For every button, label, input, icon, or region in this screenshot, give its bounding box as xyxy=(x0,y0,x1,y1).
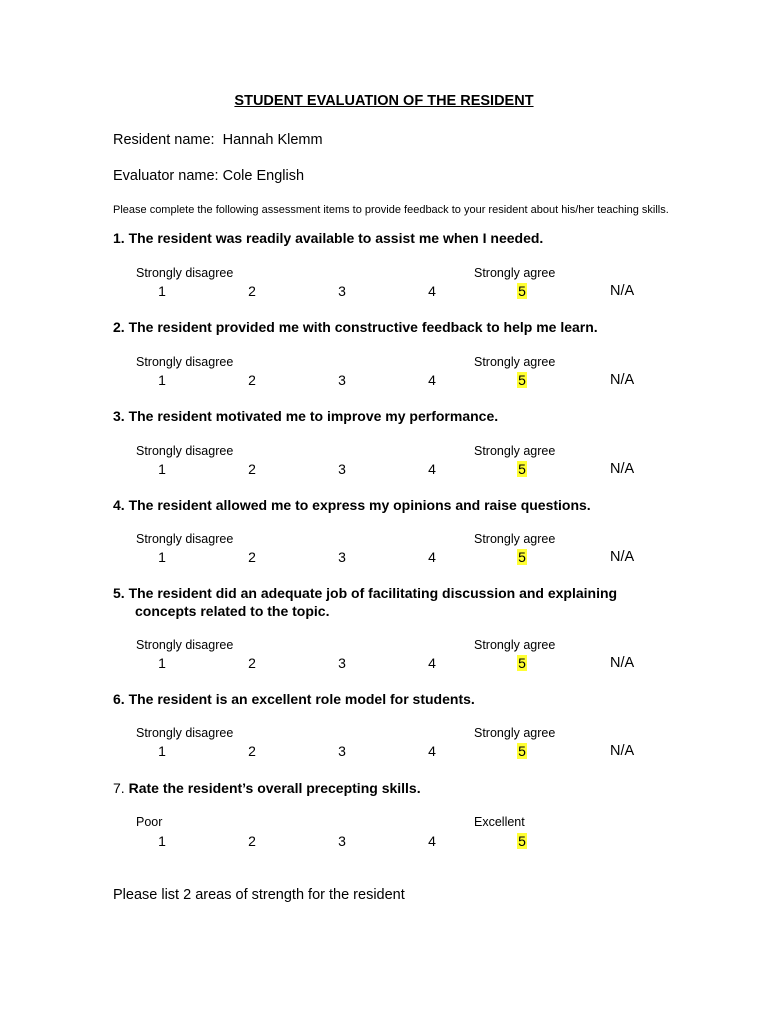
rating-option-1[interactable]: 1 xyxy=(158,833,166,849)
scale-low-label: Poor xyxy=(136,815,163,829)
resident-name-label: Resident name: xyxy=(113,132,215,148)
rating-option-3[interactable]: 3 xyxy=(338,283,346,299)
scale-high-label: Strongly agree xyxy=(474,638,556,652)
scale-high-label: Strongly agree xyxy=(474,444,556,458)
rating-option-2[interactable]: 2 xyxy=(248,833,256,849)
rating-option-3[interactable]: 3 xyxy=(338,461,346,477)
rating-option-na[interactable]: N/A xyxy=(610,743,635,759)
question-7: 7. Rate the resident’s overall precepting skills. xyxy=(113,780,421,796)
scale-low-label: Strongly disagree xyxy=(136,266,234,280)
rating-option-na[interactable]: N/A xyxy=(610,655,635,671)
rating-option-5-selected[interactable]: 5 xyxy=(518,372,526,388)
rating-option-4[interactable]: 4 xyxy=(428,833,436,849)
rating-option-5-selected[interactable]: 5 xyxy=(518,833,526,849)
question-5-continued: concepts related to the topic. xyxy=(135,603,330,619)
rating-option-2[interactable]: 2 xyxy=(248,461,256,477)
rating-option-2[interactable]: 2 xyxy=(248,283,256,299)
resident-name-row xyxy=(113,132,323,148)
rating-option-2[interactable]: 2 xyxy=(248,549,256,565)
rating-option-1[interactable]: 1 xyxy=(158,372,166,388)
rating-option-2[interactable]: 2 xyxy=(248,743,256,759)
question-1: 1. The resident was readily available to assist me when I needed. xyxy=(113,230,544,246)
rating-option-5-selected[interactable]: 5 xyxy=(518,283,526,299)
scale-low-label: Strongly disagree xyxy=(136,444,234,458)
resident-name-value: Hannah Klemm xyxy=(222,132,323,148)
rating-option-na[interactable]: N/A xyxy=(610,549,635,565)
question-2: 2. The resident provided me with constructive feedback to help me learn. xyxy=(113,319,598,335)
rating-option-5-selected[interactable]: 5 xyxy=(518,743,526,759)
scale-high-label: Strongly agree xyxy=(474,355,556,369)
scale-low-label: Strongly disagree xyxy=(136,355,234,369)
evaluator-name-label: Evaluator name: xyxy=(113,168,219,184)
rating-option-3[interactable]: 3 xyxy=(338,655,346,671)
rating-option-2[interactable]: 2 xyxy=(248,372,256,388)
rating-option-2[interactable]: 2 xyxy=(248,655,256,671)
rating-option-4[interactable]: 4 xyxy=(428,743,436,759)
evaluator-name-row xyxy=(113,168,304,184)
rating-option-3[interactable]: 3 xyxy=(338,372,346,388)
scale-high-label: Strongly agree xyxy=(474,532,556,546)
rating-option-4[interactable]: 4 xyxy=(428,283,436,299)
rating-option-na[interactable]: N/A xyxy=(610,283,635,299)
scale-low-label: Strongly disagree xyxy=(136,638,234,652)
rating-option-5-selected[interactable]: 5 xyxy=(518,655,526,671)
scale-high-label: Strongly agree xyxy=(474,726,556,740)
rating-option-1[interactable]: 1 xyxy=(158,655,166,671)
rating-option-na[interactable]: N/A xyxy=(610,461,635,477)
rating-option-1[interactable]: 1 xyxy=(158,461,166,477)
rating-option-5-selected[interactable]: 5 xyxy=(518,549,526,565)
rating-option-4[interactable]: 4 xyxy=(428,461,436,477)
scale-high-label: Excellent xyxy=(474,815,525,829)
rating-option-3[interactable]: 3 xyxy=(338,549,346,565)
scale-low-label: Strongly disagree xyxy=(136,532,234,546)
scale-low-label: Strongly disagree xyxy=(136,726,234,740)
page-title: STUDENT EVALUATION OF THE RESIDENT xyxy=(234,93,534,109)
instructions: Please complete the following assessment items to provide feedback to your resident about his/her teaching skills. xyxy=(113,204,669,216)
rating-option-1[interactable]: 1 xyxy=(158,549,166,565)
question-6: 6. The resident is an excellent role model for students. xyxy=(113,691,475,707)
rating-option-4[interactable]: 4 xyxy=(428,655,436,671)
rating-option-4[interactable]: 4 xyxy=(428,549,436,565)
question-5: 5. The resident did an adequate job of facilitating discussion and explaining xyxy=(113,585,618,601)
rating-option-5-selected[interactable]: 5 xyxy=(518,461,526,477)
strengths-prompt: Please list 2 areas of strength for the resident xyxy=(113,887,405,903)
rating-option-1[interactable]: 1 xyxy=(158,743,166,759)
rating-option-na[interactable]: N/A xyxy=(610,372,635,388)
scale-high-label: Strongly agree xyxy=(474,266,556,280)
rating-option-3[interactable]: 3 xyxy=(338,833,346,849)
question-4: 4. The resident allowed me to express my opinions and raise questions. xyxy=(113,497,591,513)
rating-option-1[interactable]: 1 xyxy=(158,283,166,299)
rating-option-4[interactable]: 4 xyxy=(428,372,436,388)
rating-option-3[interactable]: 3 xyxy=(338,743,346,759)
evaluator-name-value: Cole English xyxy=(222,168,305,184)
question-3: 3. The resident motivated me to improve my performance. xyxy=(113,408,499,424)
